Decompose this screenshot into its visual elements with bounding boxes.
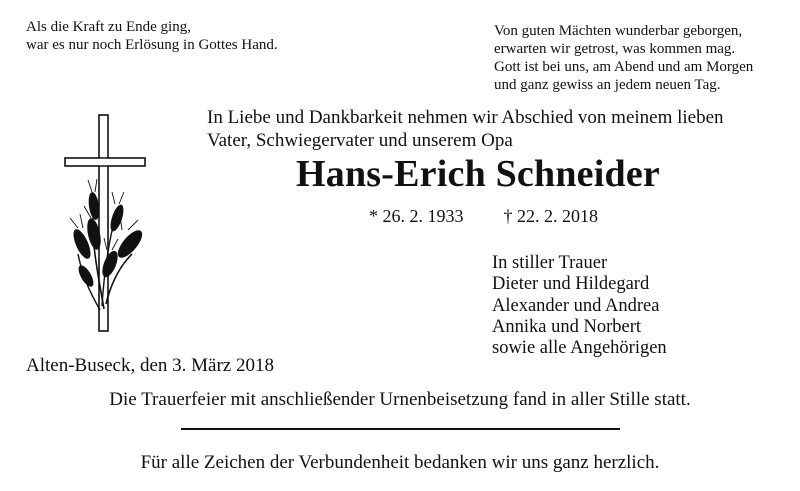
verse-right-line: Von guten Mächten wunderbar geborgen, <box>494 23 743 39</box>
verse-right-line: erwarten wir getrost, was kommen mag. <box>494 41 736 57</box>
intro-text <box>207 106 724 152</box>
birth-date: * 26. 2. 1933 <box>369 206 464 226</box>
death-date: † 22. 2. 2018 <box>503 206 598 226</box>
verse-right <box>494 22 753 94</box>
mourner-line: Alexander und Andrea <box>492 295 660 316</box>
verse-right-line: Gott ist bei uns, am Abend und am Morgen <box>494 59 754 75</box>
thanks-notice: Für alle Zeichen der Verbundenheit bedanken wir uns ganz herzlich. <box>140 452 660 473</box>
verse-left-line: Als die Kraft zu Ende ging, <box>26 19 191 35</box>
mourner-line: Annika und Norbert <box>492 316 641 337</box>
deceased-name: Hans-Erich Schneider <box>296 153 660 195</box>
mourner-line: sowie alle Angehörigen <box>492 338 667 359</box>
verse-right-line: und ganz gewiss an jedem neuen Tag. <box>494 77 721 93</box>
ceremony-notice: Die Trauerfeier mit anschließender Urnenbeisetzung fand in aller Stille statt. <box>109 389 691 410</box>
divider-line <box>181 428 620 430</box>
mourner-line: Dieter und Hildegard <box>492 274 650 295</box>
cross-with-wheat-icon <box>64 114 148 332</box>
life-dates <box>369 205 598 227</box>
mourners-list <box>492 253 667 359</box>
place-and-date: Alten-Buseck, den 3. März 2018 <box>26 355 274 376</box>
mourner-line: In stiller Trauer <box>492 253 608 273</box>
verse-left-line: war es nur noch Erlösung in Gottes Hand. <box>26 37 278 53</box>
intro-line: In Liebe und Dankbarkeit nehmen wir Abschied von meinem lieben <box>207 107 724 128</box>
intro-line: Vater, Schwiegervater und unserem Opa <box>207 130 513 151</box>
verse-left <box>26 18 278 54</box>
